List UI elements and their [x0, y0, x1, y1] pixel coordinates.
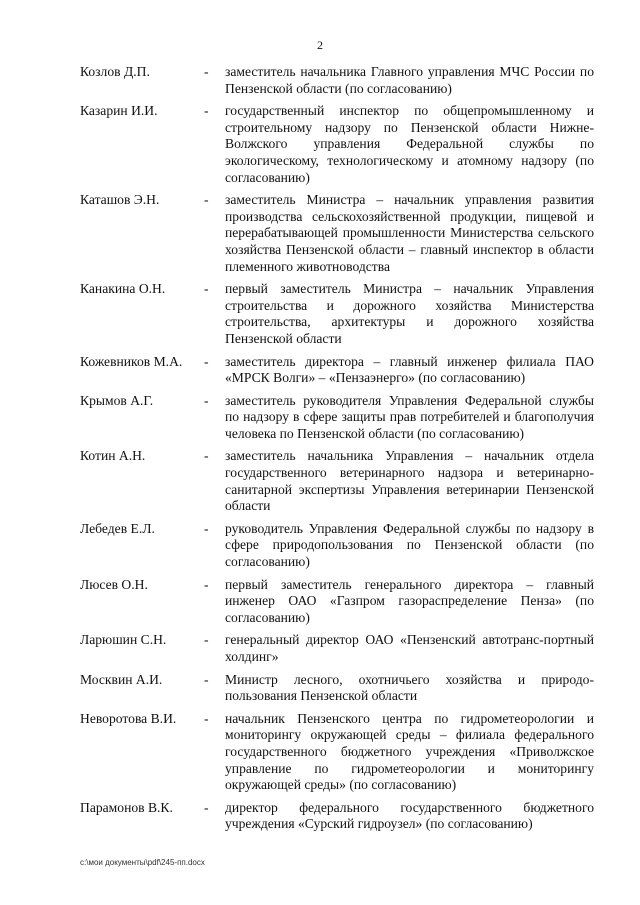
- member-name: Каташов Э.Н.: [80, 192, 160, 208]
- member-position: заместитель начальника Главного управления МЧС России по Пензенской области (по согласованию): [225, 64, 594, 96]
- member-name: Козлов Д.П.: [80, 64, 150, 79]
- member-position: руководитель Управления Федеральной службы по надзору в сфере природопользования по Пензенской области (по согласованию): [225, 520, 594, 570]
- dash-separator: -: [204, 448, 209, 464]
- member-name: Кожевников М.А.: [80, 353, 183, 369]
- member-position: генеральный директор ОАО «Пензенский автотранс-портный холдинг»: [225, 632, 594, 664]
- dash-separator: -: [204, 103, 209, 119]
- member-position: заместитель начальника Управления – начальник отдела государственного ветеринарного надзора и ветеринарно-санитарной экспертизы Управления ветеринарии Пензенской области: [225, 448, 594, 514]
- member-position: заместитель Министра – начальник управления развития производства сельскохозяйственной продукции, пищевой и перерабатывающей промышленности Министерства сельского хозяйства Пензенской области – главный инспектор в области племенного животноводства: [225, 192, 594, 274]
- member-name: Ларюшин С.Н.: [80, 632, 167, 648]
- member-name: Люсев О.Н.: [80, 576, 148, 592]
- member-position: государственный инспектор по общепромышленному и строительному надзору по Пензенской области Нижне-Волжского управления Федеральной службы по экологическому, технологическому и атомному надзору (по согласованию): [225, 103, 594, 185]
- list-item: [80, 103, 594, 186]
- dash-separator: -: [204, 64, 209, 79]
- list-item: [80, 281, 594, 347]
- member-position: Министр лесного, охотничьего хозяйства и природо-пользования Пензенской области: [225, 671, 594, 704]
- list-item: [80, 711, 594, 794]
- member-position: директор федерального государственного бюджетного учреждения «Сурский гидроузел» (по согласованию): [225, 799, 594, 832]
- member-name: Неворотова В.И.: [80, 710, 177, 726]
- list-item: [80, 577, 594, 627]
- list-item: [80, 672, 594, 705]
- dash-separator: -: [204, 520, 209, 536]
- list-item: [80, 354, 594, 387]
- file-path-footer: c:\мои документы\pdf\245-пп.docx: [80, 858, 205, 867]
- member-name: Москвин А.И.: [80, 671, 163, 687]
- dash-separator: -: [204, 799, 209, 815]
- member-position: первый заместитель Министра – начальник Управления строительства и дорожного хозяйства Министерства строительства, архитектуры и дорожного хозяйства Пензенской области: [225, 281, 594, 346]
- list-item: [80, 448, 594, 514]
- dash-separator: -: [204, 392, 209, 408]
- dash-separator: -: [204, 281, 209, 297]
- page-number: 2: [317, 38, 323, 52]
- member-position: первый заместитель генерального директора – главный инженер ОАО «Газпром газораспределение Пенза» (по согласованию): [225, 576, 594, 625]
- list-item: [80, 393, 594, 443]
- member-position: заместитель руководителя Управления Федеральной службы по надзору в сфере защиты прав потребителей и благополучия человека по Пензенской области (по согласованию): [225, 392, 594, 441]
- member-name: Крымов А.Г.: [80, 392, 154, 408]
- dash-separator: -: [204, 192, 209, 208]
- member-name: Канакина О.Н.: [80, 281, 166, 297]
- member-name: Парамонов В.К.: [80, 799, 173, 815]
- list-item: [80, 632, 594, 665]
- list-item: [80, 800, 594, 833]
- member-name: Казарин И.И.: [80, 103, 158, 119]
- dash-separator: -: [204, 353, 209, 369]
- list-item: [80, 64, 594, 97]
- list-item: [80, 192, 594, 275]
- dash-separator: -: [204, 576, 209, 592]
- member-name: Лебедев Е.Л.: [80, 520, 155, 536]
- member-position: заместитель директора – главный инженер филиала ПАО «МРСК Волги» – «Пензаэнерго» (по согласованию): [225, 353, 594, 386]
- member-list: [80, 64, 594, 839]
- member-name: Котин А.Н.: [80, 448, 146, 464]
- member-position: начальник Пензенского центра по гидрометеорологии и мониторингу окружающей среды – филиала федерального государственного бюджетного учреждения «Приволжское управление по гидрометеорологии и мониторингу окружающей среды» (по согласованию): [225, 710, 594, 793]
- dash-separator: -: [204, 632, 209, 648]
- dash-separator: -: [204, 710, 209, 726]
- list-item: [80, 521, 594, 571]
- dash-separator: -: [204, 671, 209, 687]
